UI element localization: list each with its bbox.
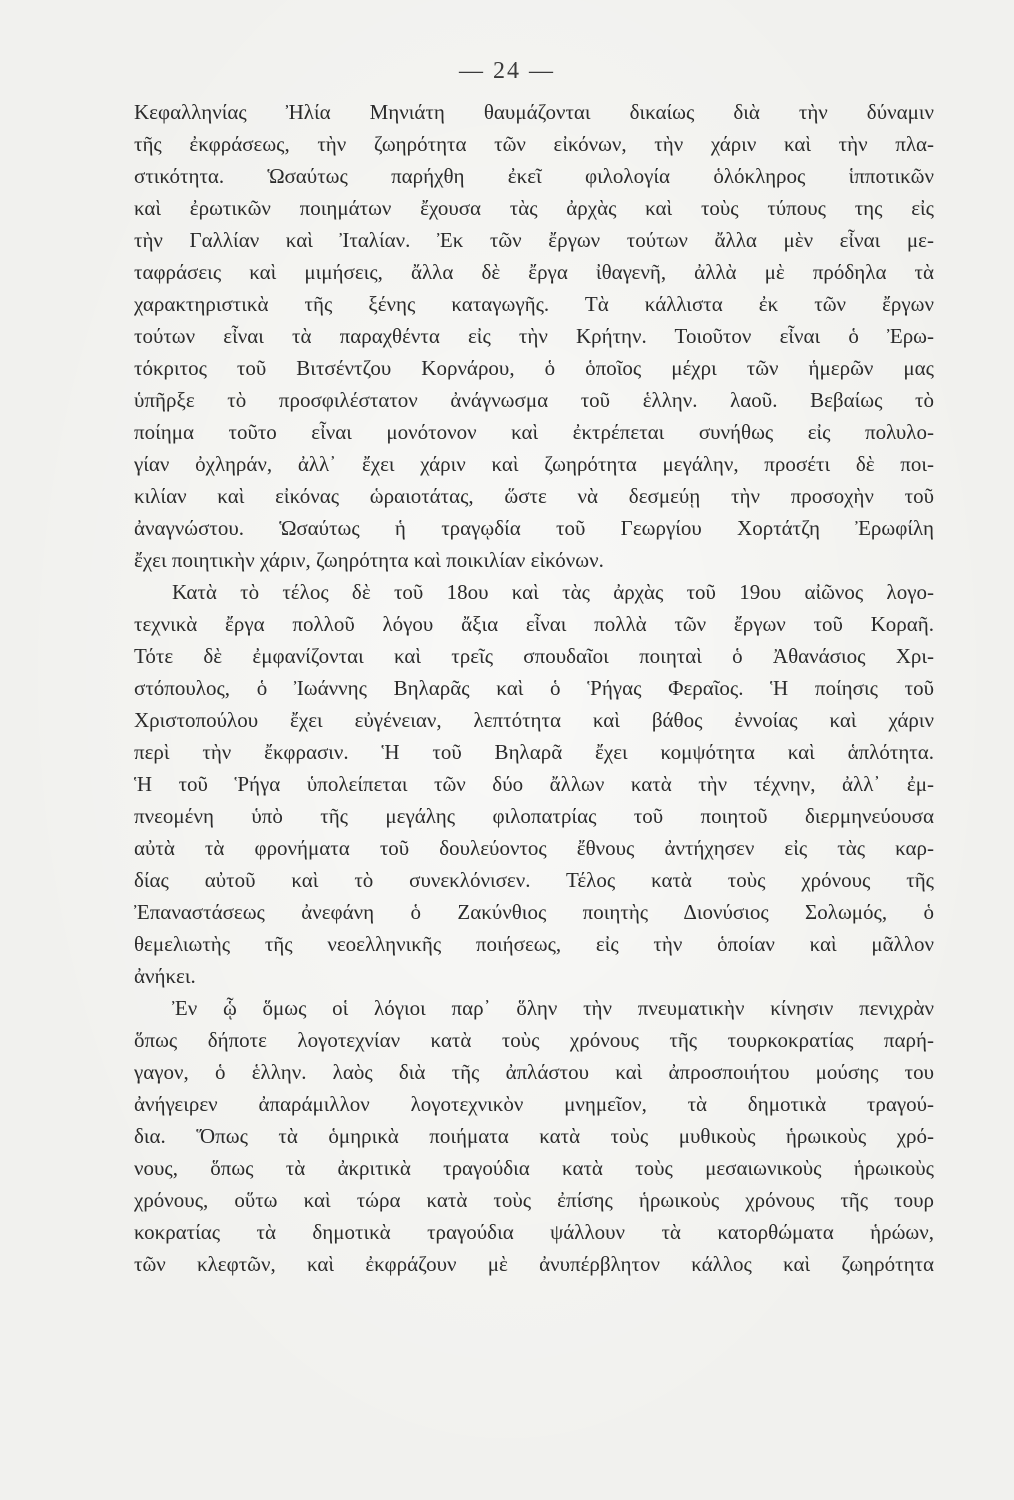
text-line: κιλίαν καὶ εἰκόνας ὡραιοτάτας, ὥστε νὰ δεσμεύῃ τὴν προσοχὴν τοῦ: [134, 484, 934, 508]
text-line: ταφράσεις καὶ μιμήσεις, ἄλλα δὲ ἔργα ἰθαγενῆ, ἀλλὰ μὲ πρόδηλα τὰ: [134, 260, 934, 284]
text-line: χαρακτηριστικὰ τῆς ξένης καταγωγῆς. Τὰ κάλλιστα ἐκ τῶν ἔργων: [134, 292, 934, 316]
text-line: γαγον, ὁ ἑλλην. λαὸς διὰ τῆς ἀπλάστου καὶ ἀπροσποιήτου μούσης του: [134, 1060, 934, 1084]
text-line: ὅπως δήποτε λογοτεχνίαν κατὰ τοὺς χρόνους τῆς τουρκοκρατίας παρή-: [134, 1028, 934, 1052]
text-line: τῶν κλεφτῶν, καὶ ἐκφράζουν μὲ ἀνυπέρβλητον κάλλος καὶ ζωηρότητα: [134, 1252, 934, 1276]
text-line: Ἐν ᾧ ὅμως οἱ λόγιοι παρ᾽ ὅλην τὴν πνευματικὴν κίνησιν πενιχρὰν: [172, 996, 934, 1020]
text-line: γίαν ὀχληράν, ἀλλ᾽ ἔχει χάριν καὶ ζωηρότητα μεγάλην, προσέτι δὲ ποι-: [134, 452, 934, 476]
text-line: κοκρατίας τὰ δημοτικὰ τραγούδια ψάλλουν τὰ κατορθώματα ἡρώων,: [134, 1220, 934, 1244]
text-line: Χριστοπούλου ἔχει εὐγένειαν, λεπτότητα καὶ βάθος ἐννοίας καὶ χάριν: [134, 708, 934, 732]
text-line: τῆς ἐκφράσεως, τὴν ζωηρότητα τῶν εἰκόνων, τὴν χάριν καὶ τὴν πλα-: [134, 132, 934, 156]
text-line: περὶ τὴν ἔκφρασιν. Ἡ τοῦ Βηλαρᾶ ἔχει κομψότητα καὶ ἁπλότητα.: [134, 740, 934, 764]
text-line: καὶ ἐρωτικῶν ποιημάτων ἔχουσα τὰς ἀρχὰς καὶ τοὺς τύπους της εἰς: [134, 196, 934, 220]
text-line: θεμελιωτὴς τῆς νεοελληνικῆς ποιήσεως, εἰς τὴν ὁποίαν καὶ μᾶλλον: [134, 932, 934, 956]
text-line: τούτων εἶναι τὰ παραχθέντα εἰς τὴν Κρήτην. Τοιοῦτον εἶναι ὁ Ἐρω-: [134, 324, 934, 348]
text-line: χρόνους, οὕτω καὶ τώρα κατὰ τοὺς ἐπίσης ἡρωικοὺς χρόνους τῆς τουρ: [134, 1188, 934, 1212]
text-line: Τότε δὲ ἐμφανίζονται καὶ τρεῖς σπουδαῖοι ποιηταὶ ὁ Ἀθανάσιος Χρι-: [134, 644, 934, 668]
text-line: ἔχει ποιητικὴν χάριν, ζωηρότητα καὶ ποικιλίαν εἰκόνων.: [134, 548, 604, 572]
text-line: τὴν Γαλλίαν καὶ Ἰταλίαν. Ἐκ τῶν ἔργων τούτων ἄλλα μὲν εἶναι με-: [134, 228, 934, 252]
text-line: νους, ὅπως τὰ ἀκριτικὰ τραγούδια κατὰ τοὺς μεσαιωνικοὺς ἡρωικοὺς: [134, 1156, 934, 1180]
body-text: [134, 96, 934, 1280]
page-number: — 24 —: [459, 58, 555, 84]
text-line: τόκριτος τοῦ Βιτσέντζου Κορνάρου, ὁ ὁποῖος μέχρι τῶν ἡμερῶν μας: [134, 356, 934, 380]
text-line: Κατὰ τὸ τέλος δὲ τοῦ 18ου καὶ τὰς ἀρχὰς τοῦ 19ου αἰῶνος λογο-: [172, 580, 934, 604]
text-line: ἀνήγειρεν ἀπαράμιλλον λογοτεχνικὸν μνημεῖον, τὰ δημοτικὰ τραγού-: [134, 1092, 934, 1116]
text-line: πνεομένη ὑπὸ τῆς μεγάλης φιλοπατρίας τοῦ ποιητοῦ διερμηνεύουσα: [134, 804, 934, 828]
text-line: Ἡ τοῦ Ῥήγα ὑπολείπεται τῶν δύο ἄλλων κατὰ τὴν τέχνην, ἀλλ᾽ ἐμ-: [134, 772, 934, 796]
text-line: τεχνικὰ ἔργα πολλοῦ λόγου ἄξια εἶναι πολλὰ τῶν ἔργων τοῦ Κοραῆ.: [134, 612, 934, 636]
text-line: δίας αὐτοῦ καὶ τὸ συνεκλόνισεν. Τέλος κατὰ τοὺς χρόνους τῆς: [134, 868, 934, 892]
text-line: ἀναγνώστου. Ὡσαύτως ἡ τραγῳδία τοῦ Γεωργίου Χορτάτζη Ἐρωφίλη: [134, 516, 934, 540]
text-line: δια. Ὅπως τὰ ὁμηρικὰ ποιήματα κατὰ τοὺς μυθικοὺς ἡρωικοὺς χρό-: [134, 1124, 934, 1148]
text-line: στόπουλος, ὁ Ἰωάννης Βηλαρᾶς καὶ ὁ Ῥήγας Φεραῖος. Ἡ ποίησις τοῦ: [134, 676, 934, 700]
text-line: Κεφαλληνίας Ἠλία Μηνιάτη θαυμάζονται δικαίως διὰ τὴν δύναμιν: [134, 100, 934, 124]
text-line: ἀνήκει.: [134, 964, 196, 988]
text-line: Ἐπαναστάσεως ἀνεφάνη ὁ Ζακύνθιος ποιητὴς Διονύσιος Σολωμός, ὁ: [134, 900, 934, 924]
text-line: ὑπῆρξε τὸ προσφιλέστατον ἀνάγνωσμα τοῦ ἑλλην. λαοῦ. Βεβαίως τὸ: [134, 388, 934, 412]
text-line: στικότητα. Ὡσαύτως παρήχθη ἐκεῖ φιλολογία ὁλόκληρος ἱπποτικῶν: [134, 164, 934, 188]
text-line: αὐτὰ τὰ φρονήματα τοῦ δουλεύοντος ἔθνους ἀντήχησεν εἰς τὰς καρ-: [134, 836, 934, 860]
text-line: ποίημα τοῦτο εἶναι μονότονον καὶ ἐκτρέπεται συνήθως εἰς πολυλο-: [134, 420, 934, 444]
